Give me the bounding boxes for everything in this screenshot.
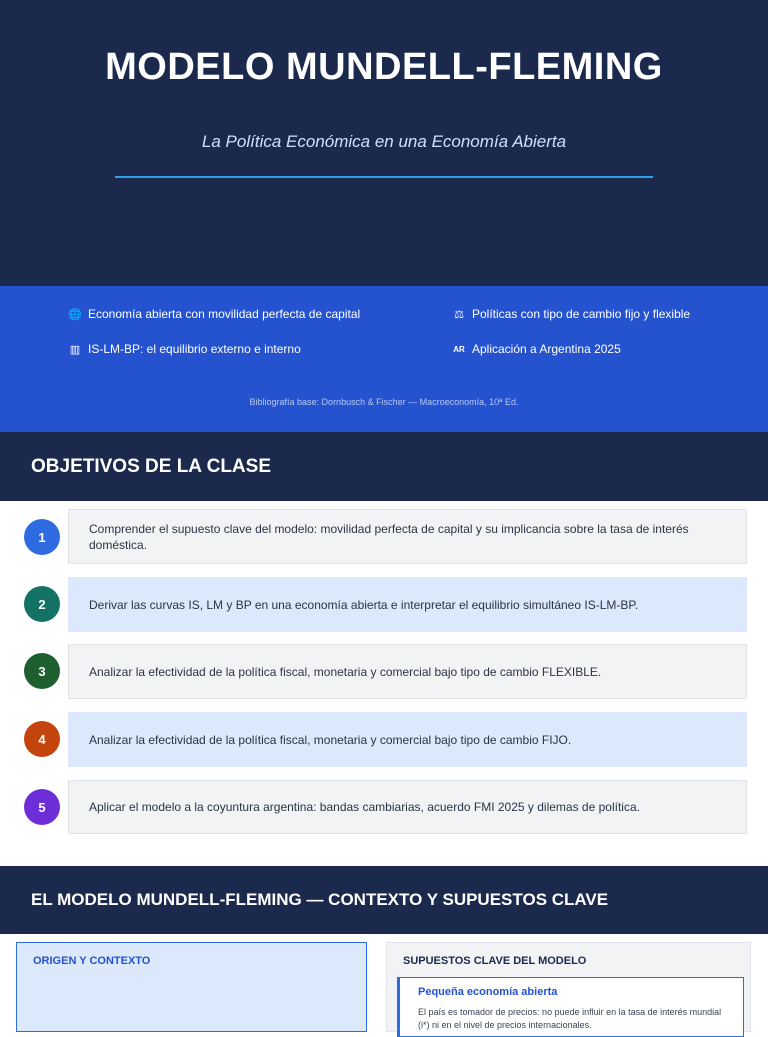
key-assumptions-card xyxy=(386,942,751,1032)
assumption-title: Pequeña economía abierta xyxy=(418,986,558,998)
hero-banner xyxy=(0,0,768,286)
ar-badge-icon: AR xyxy=(453,344,465,354)
objective-item-2 xyxy=(0,577,768,633)
objective-text: Aplicar el modelo a la coyuntura argentina: bandas cambiarias, acuerdo FMI 2025 y dilemas de política. xyxy=(68,780,747,834)
objective-number: 2 xyxy=(24,586,60,622)
globe-icon: 🌐 xyxy=(68,308,82,321)
section-title: OBJETIVOS DE LA CLASE xyxy=(31,456,271,477)
objective-text: Analizar la efectividad de la política fiscal, monetaria y comercial bajo tipo de cambio FIJO. xyxy=(68,712,747,767)
feature-label: Aplicación a Argentina 2025 xyxy=(472,342,621,356)
bar-chart-icon: ▥ xyxy=(69,343,81,356)
objective-text: Derivar las curvas IS, LM y BP en una economía abierta e interpretar el equilibrio simultáneo IS-LM-BP. xyxy=(68,577,747,632)
section-title: EL MODELO MUNDELL-FLEMING — CONTEXTO Y SUPUESTOS CLAVE xyxy=(31,890,609,909)
feature-label: IS-LM-BP: el equilibrio externo e interno xyxy=(88,342,301,356)
assumption-text: El país es tomador de precios: no puede influir en la tasa de interés mundial (i*) ni en el nivel de precios internacionales. xyxy=(418,1007,722,1030)
card-title: ORIGEN Y CONTEXTO xyxy=(33,955,151,967)
title-divider xyxy=(115,176,653,178)
page-subtitle: La Política Económica en una Economía Abierta xyxy=(201,132,567,151)
feature-is-lm-bp xyxy=(68,342,301,356)
objective-item-5 xyxy=(0,780,768,836)
origin-context-card xyxy=(16,942,367,1032)
objective-number: 3 xyxy=(24,653,60,689)
objective-text: Comprender el supuesto clave del modelo: movilidad perfecta de capital y su implicancia sobre la tasa de interés doméstica. xyxy=(68,509,747,564)
assumption-item xyxy=(397,977,744,1037)
objective-item-3 xyxy=(0,644,768,700)
context-header xyxy=(0,866,768,934)
feature-argentina xyxy=(452,342,621,356)
feature-label: Economía abierta con movilidad perfecta de capital xyxy=(88,307,361,321)
objective-item-1 xyxy=(0,509,768,565)
feature-open-economy xyxy=(68,307,360,321)
objective-number: 5 xyxy=(24,789,60,825)
objective-text: Analizar la efectividad de la política fiscal, monetaria y comercial bajo tipo de cambio FLEXIBLE. xyxy=(68,644,747,699)
objective-number: 1 xyxy=(24,519,60,555)
scales-icon: ⚖ xyxy=(454,308,464,321)
page-title: MODELO MUNDELL-FLEMING xyxy=(105,46,663,88)
bibliography-note: Bibliografía base: Dornbusch & Fischer — Macroeconomía, 10ª Ed. xyxy=(249,397,519,407)
objective-number: 4 xyxy=(24,721,60,757)
feature-exchange-regimes xyxy=(452,307,690,321)
objective-item-4 xyxy=(0,712,768,768)
feature-label: Políticas con tipo de cambio fijo y flexible xyxy=(472,307,691,321)
objectives-header xyxy=(0,432,768,501)
card-title: SUPUESTOS CLAVE DEL MODELO xyxy=(403,955,587,967)
